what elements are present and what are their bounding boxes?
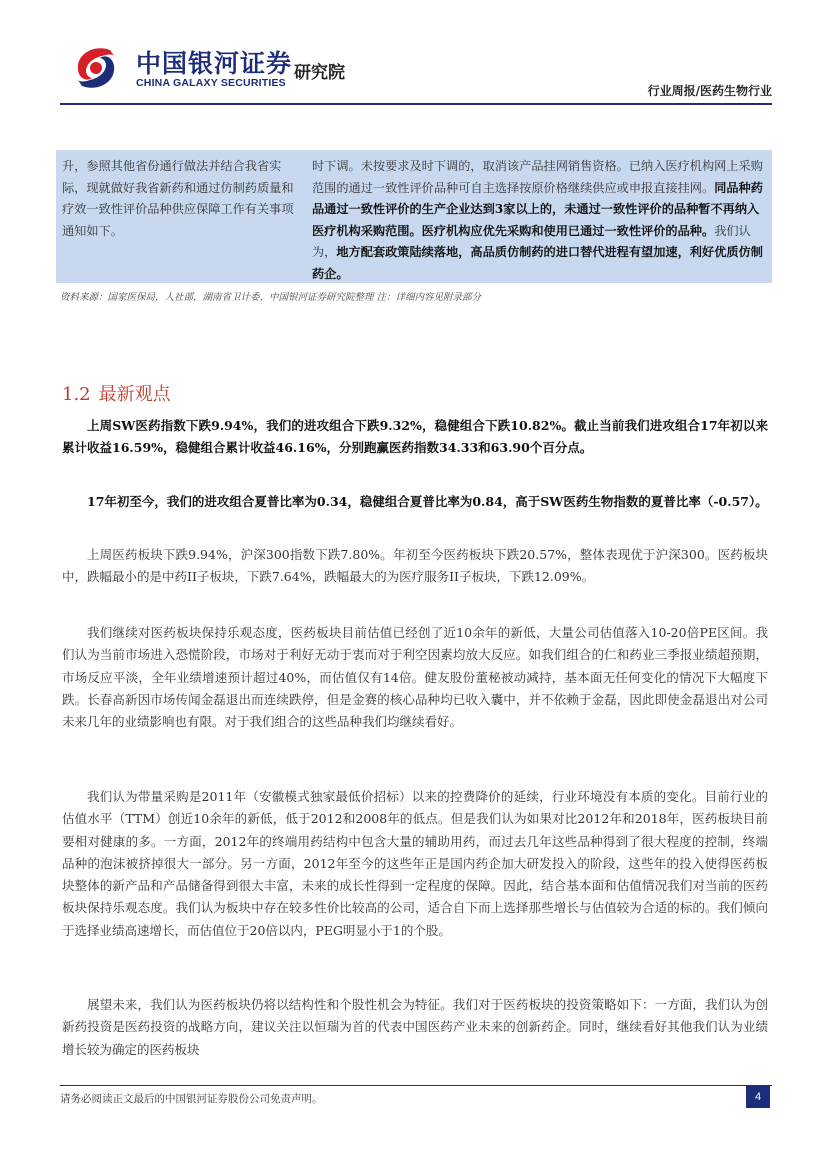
page-number: 4: [746, 1086, 770, 1108]
institute-label: 研究院: [294, 63, 345, 83]
page-header: [60, 36, 772, 106]
source-note: 资料来源：国家医保局，人社部，湖南省卫计委，中国银河证券研究院整理 注：详细内容见附录部分: [60, 292, 482, 303]
policy-left-cell: 升，参照其他省份通行做法并结合我省实际，现就做好我省新药和通过仿制药质量和疗效一致性评价品种供应保障工作有关事项通知如下。: [62, 159, 294, 238]
section-number: 1.2: [62, 384, 91, 405]
paragraph-sector-move: 上周医药板块下跌9.94%，沪深300指数下跌7.80%。年初至今医药板块下跌20.57%，整体表现优于沪深300。医药板块中，跌幅最小的是中药II子板块，下跌7.64%，跌幅最大的为医疗服务II子板块，下跌12.09%。: [62, 547, 768, 585]
header-divider: [60, 103, 772, 105]
document-type: 行业周报/医药生物行业: [647, 84, 772, 98]
policy-bold-2: 地方配套政策陆续落地，高品质仿制药的进口替代进程有望加速，利好优质仿制药企。: [312, 245, 763, 281]
company-name-en: CHINA GALAXY SECURITIES: [136, 77, 286, 89]
paragraph-sharpe: 17年初至今，我们的进攻组合夏普比率为0.34，稳健组合夏普比率为0.84，高于SW医药生物指数的夏普比率（-0.57）。: [87, 494, 768, 509]
policy-table: [56, 150, 772, 283]
footer-disclaimer: 请务必阅读正文最后的中国银河证券股份公司免责声明。: [60, 1093, 323, 1105]
paragraph-outlook: 我们继续对医药板块保持乐观态度，医药板块目前估值已经创了近10余年的新低，大量公司估值落入10-20倍PE区间。我们认为当前市场进入恐慌阶段，市场对于利好无动于衷而对于利空因素均放大反应。如我们组合的仁和药业三季报业绩超预期，市场反应平淡，全年业绩增速预计超过40%，而估值仅有14倍。健友股份董秘被动减持，基本面无任何变化的情况下大幅度下跌。长春高新因市场传闻金磊退出而连续跌停，但是金赛的核心品种均已收入囊中，并不依赖于金磊，因此即使金磊退出对公司未来几年的业绩影响也有限。对于我们组合的这些品种我们均继续看好。: [62, 625, 768, 730]
company-name-cn: 中国银河证券: [136, 49, 293, 78]
policy-right-cell: [312, 156, 767, 285]
paragraph-procurement: 我们认为带量采购是2011年（安徽模式独家最低价招标）以来的控费降价的延续，行业环境没有本质的变化。目前行业的估值水平（TTM）创近10余年的新低，低于2012和2008年的低点。但是我们认为如果对比2012年和2018年，医药板块目前要相对健康的多。一方面，2012年的终端用药结构中包含大量的辅助用药，而过去几年这些品种得到了很大程度的控制，终端品种的泡沫被挤掉很大一部分。另一方面，2012年至今的这些年正是国内药企加大研发投入的阶段，这些年的投入使得医药板块整体的新产品和产品储备得到很大丰富，未来的成长性得到一定程度的保障。因此，结合基本面和估值情况我们对当前的医药板块保持乐观态度。我们认为板块中存在较多性价比较高的公司，适合自下而上选择那些增长与估值较为合适的标的。我们倾向于选择业绩高速增长，而估值位于20倍以内，PEG明显小于1的个股。: [62, 789, 768, 938]
policy-text-2: 我们认为，: [312, 223, 751, 259]
paragraph-performance: 上周SW医药指数下跌9.94%，我们的进攻组合下跌9.32%，稳健组合下跌10.82%。截止当前我们进攻组合17年初以来累计收益16.59%，稳健组合累计收益46.16%，分别跑赢医药指数34.33和63.90个百分点。: [62, 418, 768, 456]
policy-bold-1: 同品种药品通过一致性评价的生产企业达到3家以上的，未通过一致性评价的品种暂不再纳入医疗机构采购范围。医疗机构应优先采购和使用已通过一致性评价的品种。: [312, 180, 763, 238]
footer-divider: [60, 1085, 772, 1086]
policy-text-1: 时下调。未按要求及时下调的，取消该产品挂网销售资格。已纳入医疗机构网上采购范围的通过一致性评价品种可自主选择按原价格继续供应或申报直接挂网。: [312, 159, 763, 195]
paragraph-strategy: 展望未来，我们认为医药板块仍将以结构性和个股性机会为特征。我们对于医药板块的投资策略如下：一方面，我们认为创新药投资是医药投资的战略方向，建议关注以恒瑞为首的代表中国医药产业未来的创新药企。同时，继续看好其他我们认为业绩增长较为确定的医药板块: [62, 997, 768, 1057]
section-title: 最新观点: [98, 384, 171, 405]
section-heading: [62, 380, 171, 406]
galaxy-logo-icon: [70, 42, 122, 94]
